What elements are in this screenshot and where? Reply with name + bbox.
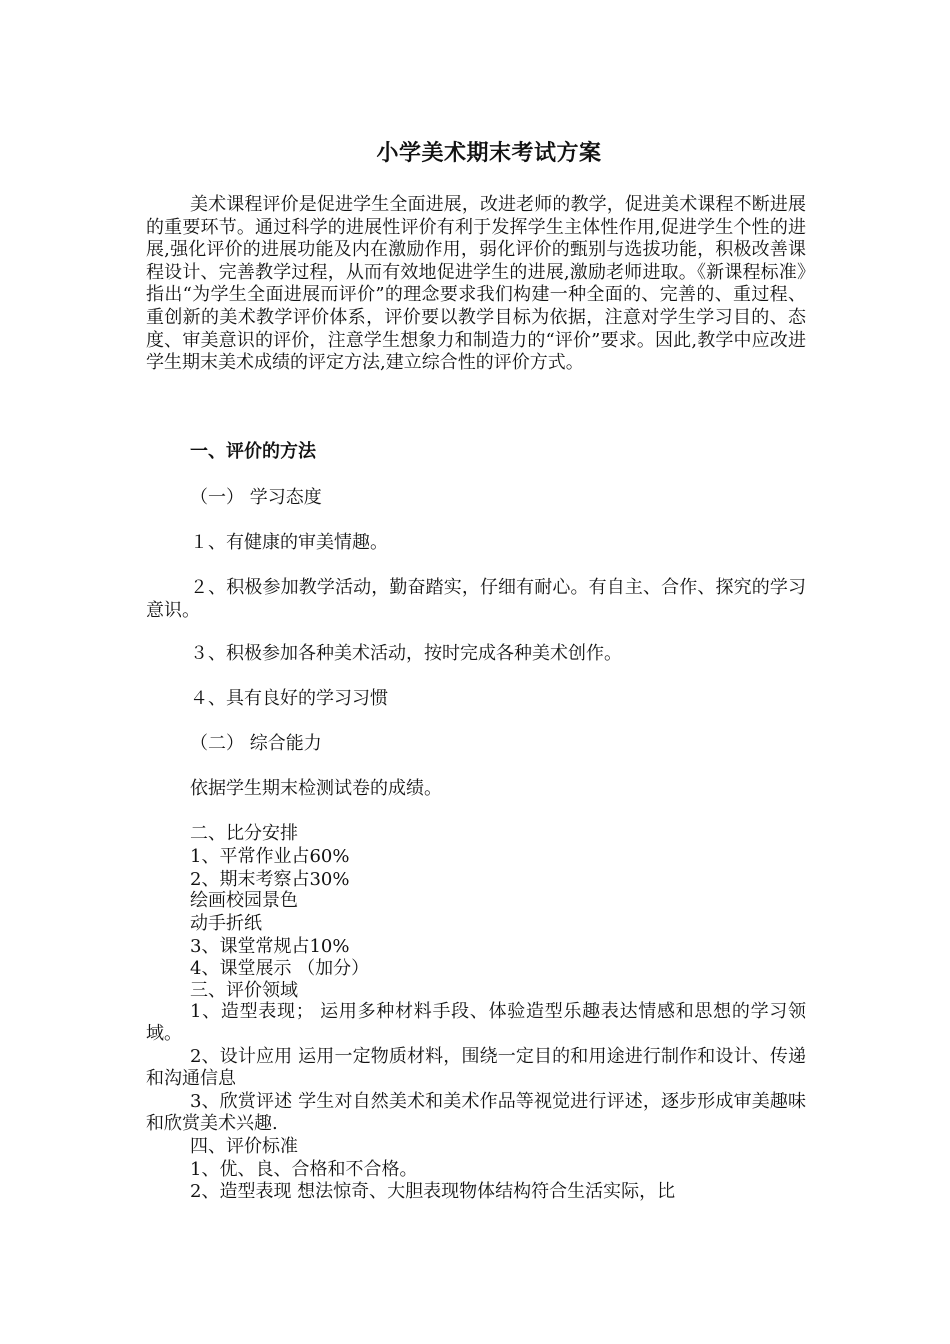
section1-item-3: ３、积极参加各种美术活动，按时完成各种美术创作。: [190, 643, 622, 664]
section1-sub1: （一） 学习态度: [190, 487, 322, 508]
section4-item-2: 2、造型表现 想法惊奇、大胆表现物体结构符合生活实际，比: [190, 1181, 676, 1202]
section4-item-1: 1、优、良、合格和不合格。: [190, 1159, 418, 1180]
section1-sub2: （二） 综合能力: [190, 733, 322, 754]
section1-item-4: ４、具有良好的学习习惯: [190, 688, 388, 709]
section1-heading: 一、评价的方法: [190, 441, 316, 462]
section2-line-6: 4、课堂展示 （加分）: [190, 958, 370, 979]
section3-heading: 三、评价领域: [190, 980, 298, 1001]
section2-line-1: 1、平常作业占60%: [190, 846, 350, 867]
section2-line-2: 2、期末考察占30%: [190, 869, 350, 890]
section3-item-2: 2、设计应用 运用一定物质材料，围绕一定目的和用途进行制作和设计、传递和沟通信息: [146, 1046, 806, 1089]
section1-item-1: １、有健康的审美情趣。: [190, 532, 388, 553]
section4-heading: 四、评价标准: [190, 1136, 298, 1157]
section1-sub2-text: 依据学生期末检测试卷的成绩。: [190, 778, 442, 799]
section3-item-3: 3、欣赏评述 学生对自然美术和美术作品等视觉进行评述，逐步形成审美趣味和欣赏美术兴趣.: [146, 1091, 806, 1134]
section1-item-2: ２、积极参加教学活动，勤奋踏实，仔细有耐心。有自主、合作、探究的学习意识。: [146, 577, 806, 621]
section2-line-5: 3、课堂常规占10%: [190, 936, 350, 957]
intro-paragraph: 美术课程评价是促进学生全面进展，改进老师的教学，促进美术课程不断进展的重要环节。通过科学的进展性评价有利于发挥学生主体性作用,促进学生个性的进展,强化评价的进展功能及内在激励作用，弱化评价的甄别与选拔功能，积极改善课程设计、完善教学过程，从而有效地促进学生的进展,激励老师进取。《新课程标准》指出“为学生全面进展而评价”的理念要求我们构建一种全面的、完善的、重过程、重创新的美术教学评价体系，评价要以教学目标为依据，注意对学生学习目的、态度、审美意识的评价，注意学生想象力和制造力的“评价”要求。因此,教学中应改进学生期末美术成绩的评定方法,建立综合性的评价方式。: [146, 194, 806, 374]
section3-item-1: 1、造型表现； 运用多种材料手段、体验造型乐趣表达情感和思想的学习领域。: [146, 1001, 806, 1044]
section2-line-4: 动手折纸: [190, 913, 262, 934]
section2-heading: 二、比分安排: [190, 823, 298, 844]
section2-line-3: 绘画校园景色: [190, 890, 298, 911]
document-title: 小学美术期末考试方案: [376, 141, 602, 166]
